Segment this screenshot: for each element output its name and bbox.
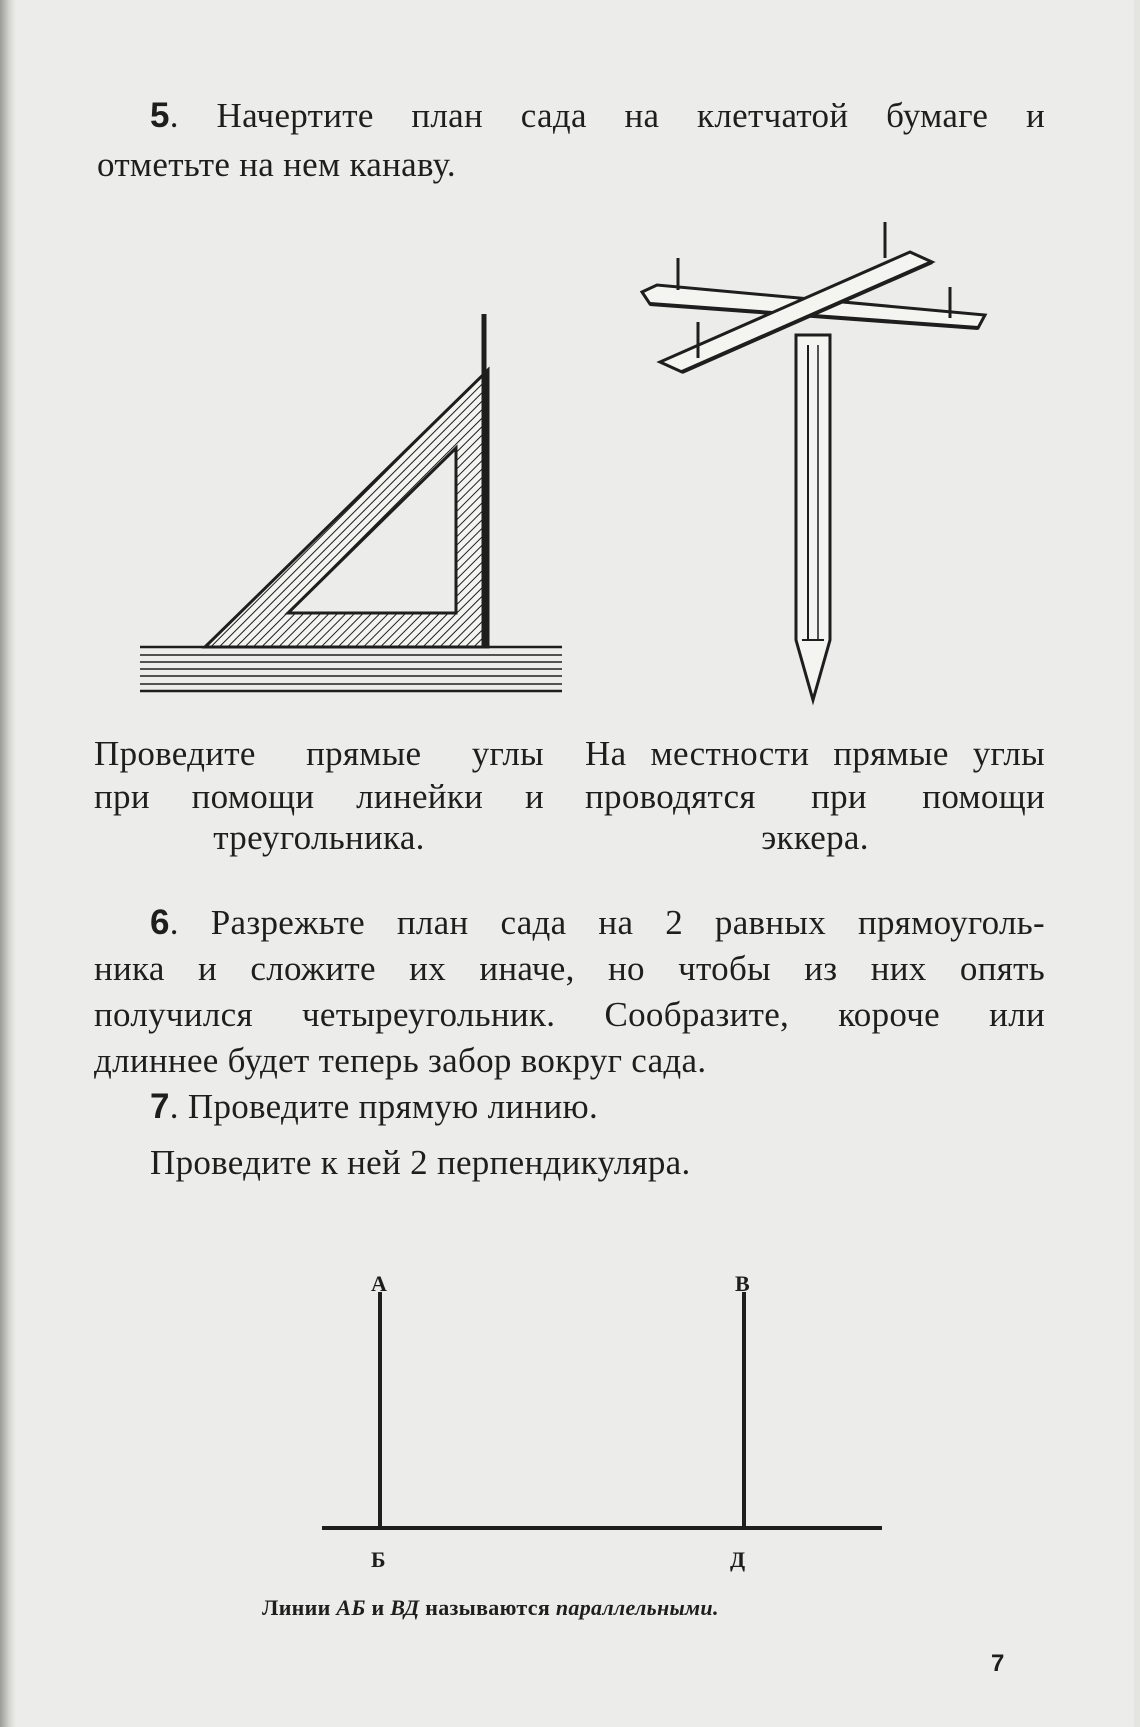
right-caption-line3: эккера. <box>761 818 869 857</box>
task7-number: 7 <box>150 1087 170 1126</box>
ruler-icon <box>140 647 562 691</box>
task6-line3: получился четыреугольник. Сообразите, короче или <box>94 995 1045 1034</box>
right-caption-line2: проводятся при помощи <box>585 777 1045 816</box>
task5-line1: 5. Начертите план сада на клетчатой бумаге и <box>150 96 1045 135</box>
surveyor-cross-icon <box>642 222 985 700</box>
task6-line1: 6. Разрежьте план сада на 2 равных прямоуголь- <box>150 903 1045 942</box>
left-caption-line2: при помощи линейки и <box>94 777 544 816</box>
label-b: Б <box>371 1547 386 1572</box>
task6-line2: ника и сложите их иначе, но чтобы из них опять <box>94 949 1045 988</box>
label-v: В <box>735 1271 750 1296</box>
page-number: 7 <box>991 1650 1005 1677</box>
task6-number: 6 <box>150 903 170 942</box>
task7-line1: 7. Проведите прямую линию. <box>150 1087 598 1126</box>
right-caption-line1: На местности прямые углы <box>585 734 1045 773</box>
task5-line2: отметьте на нем канаву. <box>97 145 456 184</box>
left-caption-line3: треугольника. <box>213 818 425 857</box>
label-a: А <box>371 1271 388 1296</box>
task7-line2: Проведите к ней 2 перпендикуляра. <box>150 1143 691 1182</box>
left-caption-line1: Проведите прямые углы <box>94 734 544 773</box>
set-square-icon <box>205 314 488 647</box>
task6-line4: длиннее будет теперь забор вокруг сада. <box>94 1041 707 1080</box>
label-d: Д <box>730 1547 746 1572</box>
diagram-caption: Линии АБ и ВД называются параллельными. <box>262 1595 719 1620</box>
task5-number: 5 <box>150 96 170 135</box>
parallel-lines-diagram <box>322 1292 882 1528</box>
